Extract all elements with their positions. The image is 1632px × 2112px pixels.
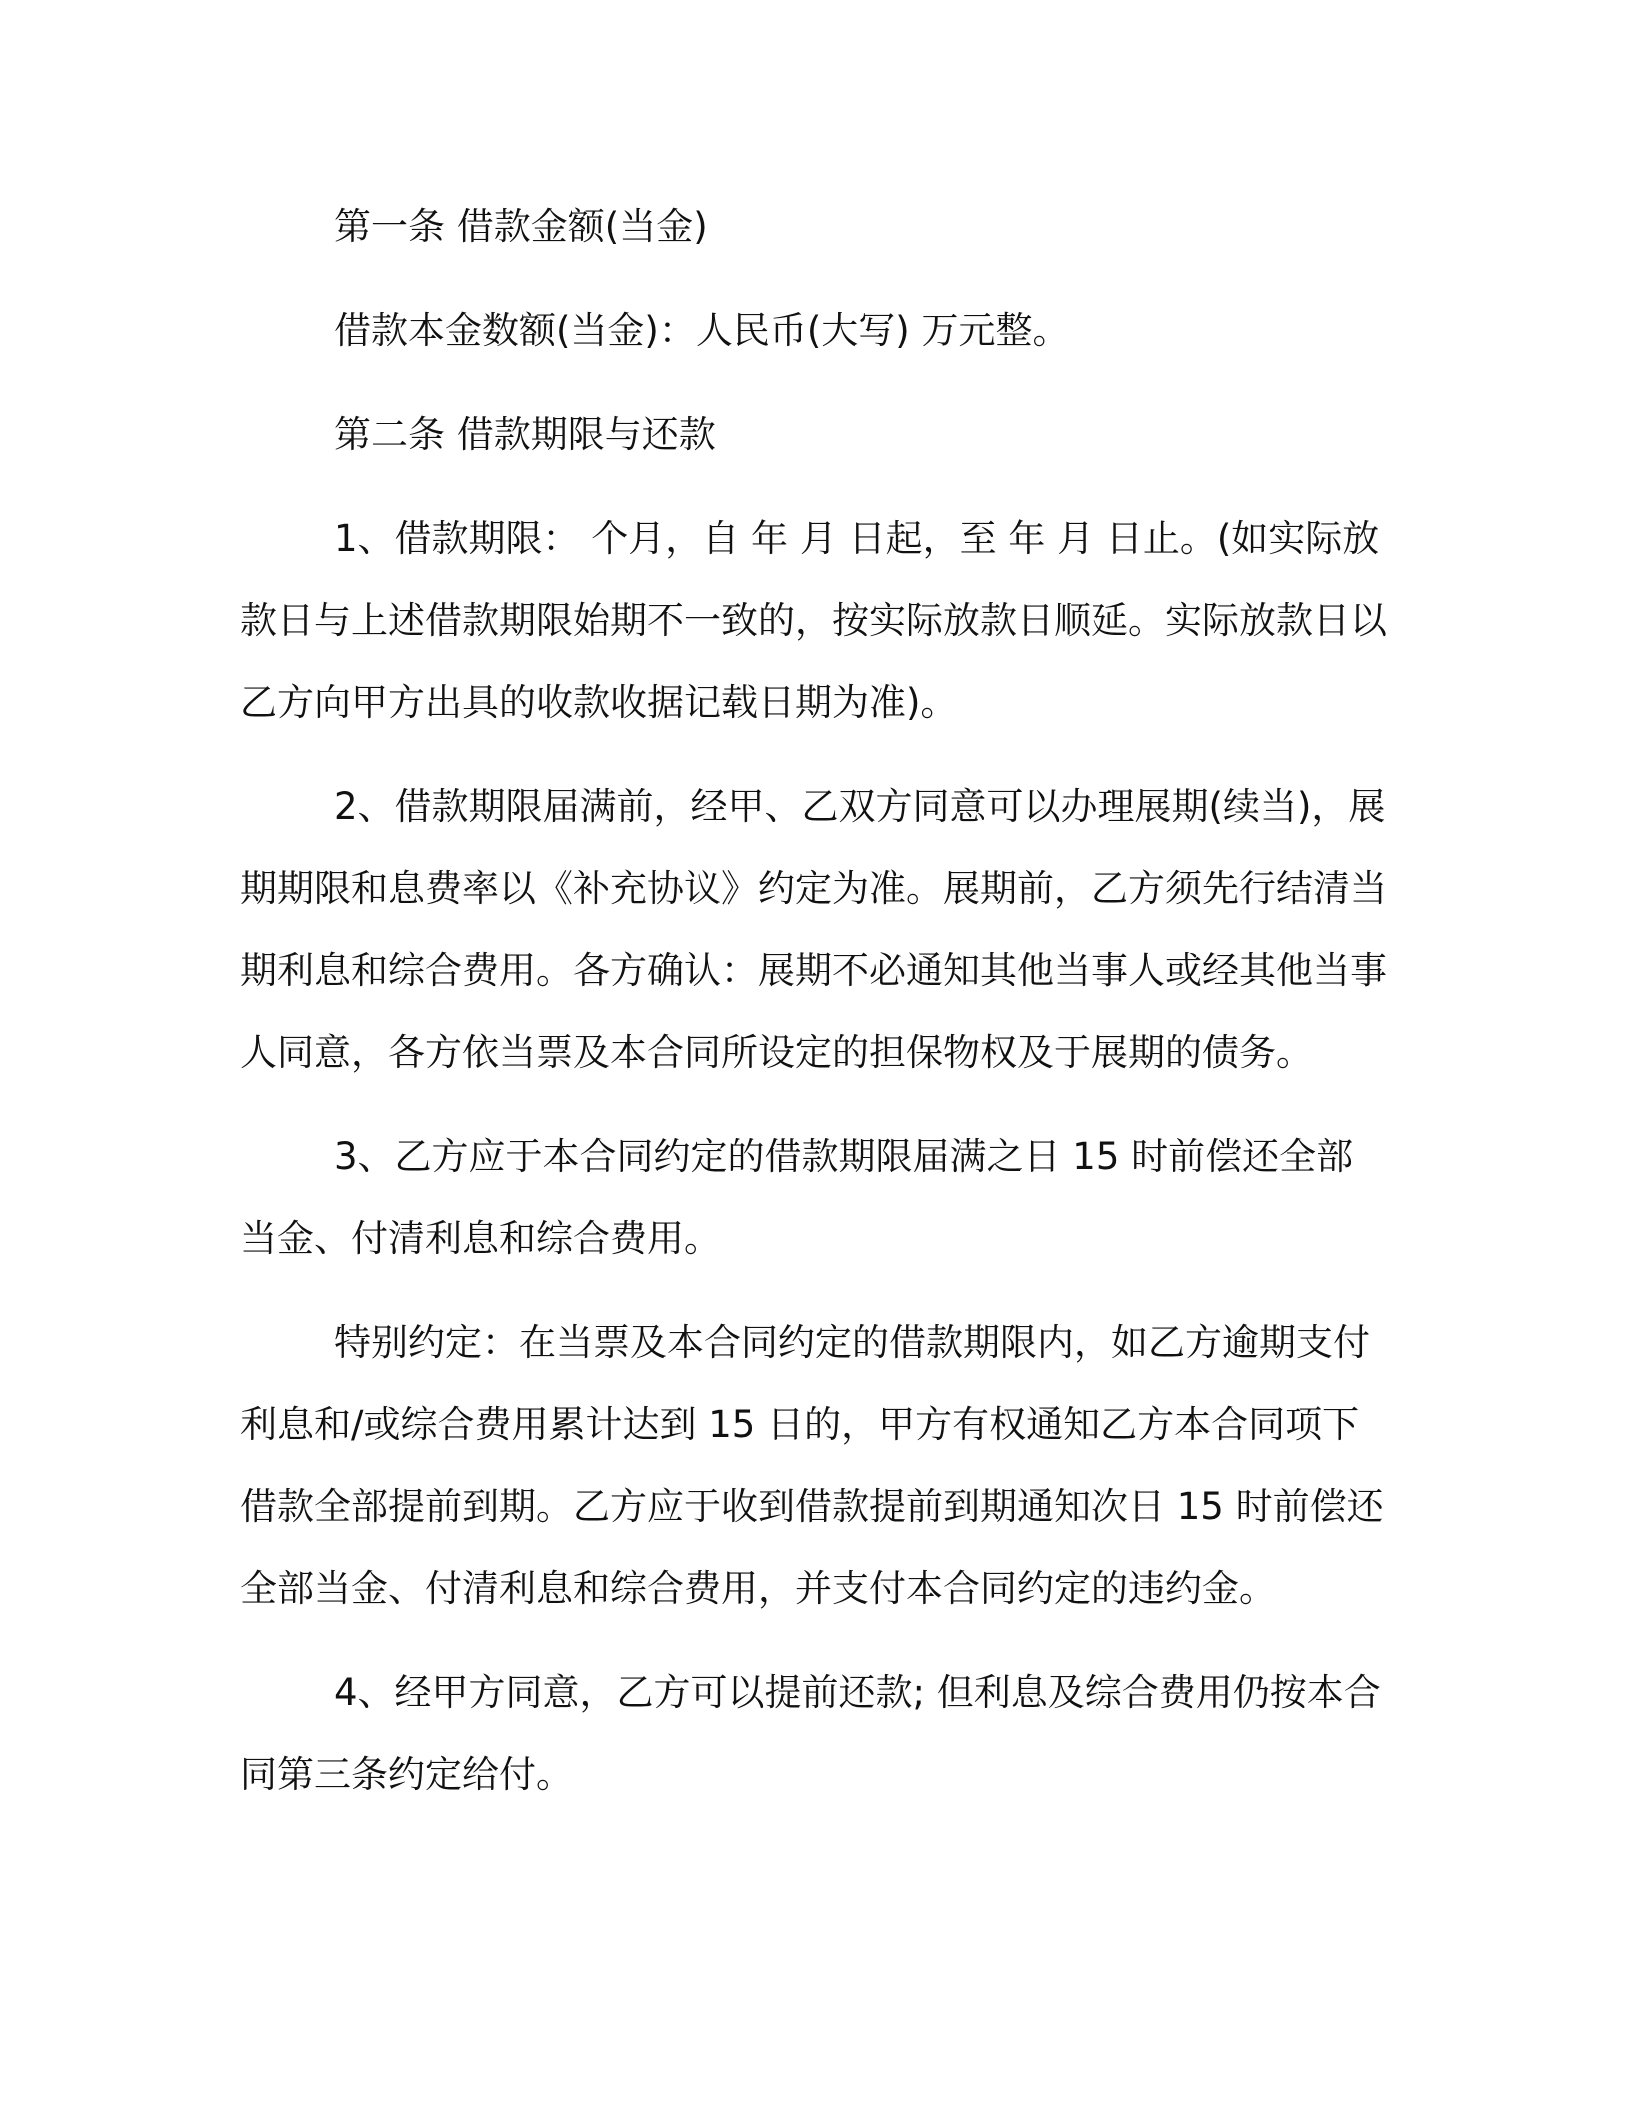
loan-principal-paragraph: 借款本金数额(当金)：人民币(大写) 万元整。 <box>334 309 1070 352</box>
special-agreement-paragraph: 特别约定：在当票及本合同约定的借款期限内，如乙方逾期支付利息和/或综合费用累计达到 15 日的，甲方有权通知乙方本合同项下借款全部提前到期。乙方应于收到借款提前到期通知次日 15 时前偿还全部当金、付清利息和综合费用，并支付本合同约定的违约金。 <box>240 1321 1384 1610</box>
document-page <box>240 186 1390 1816</box>
article-1-heading: 第一条 借款金额(当金) <box>334 205 708 248</box>
clause-2-paragraph: 2、借款期限届满前，经甲、乙双方同意可以办理展期(续当)，展期期限和息费率以《补充协议》约定为准。展期前，乙方须先行结清当期利息和综合费用。各方确认：展期不必通知其他当事人或经其他当事人同意，各方依当票及本合同所设定的担保物权及于展期的债务。 <box>240 785 1387 1074</box>
article-2-heading: 第二条 借款期限与还款 <box>334 413 716 456</box>
clause-3-paragraph: 3、乙方应于本合同约定的借款期限届满之日 15 时前偿还全部当金、付清利息和综合费用。 <box>240 1135 1354 1260</box>
clause-1-paragraph: 1、借款期限： 个月，自 年 月 日起，至 年 月 日止。(如实际放款日与上述借款期限始期不一致的，按实际放款日顺延。实际放款日以乙方向甲方出具的收款收据记载日期为准)。 <box>240 517 1387 724</box>
clause-4-paragraph: 4、经甲方同意，乙方可以提前还款; 但利息及综合费用仍按本合同第三条约定给付。 <box>240 1671 1381 1796</box>
